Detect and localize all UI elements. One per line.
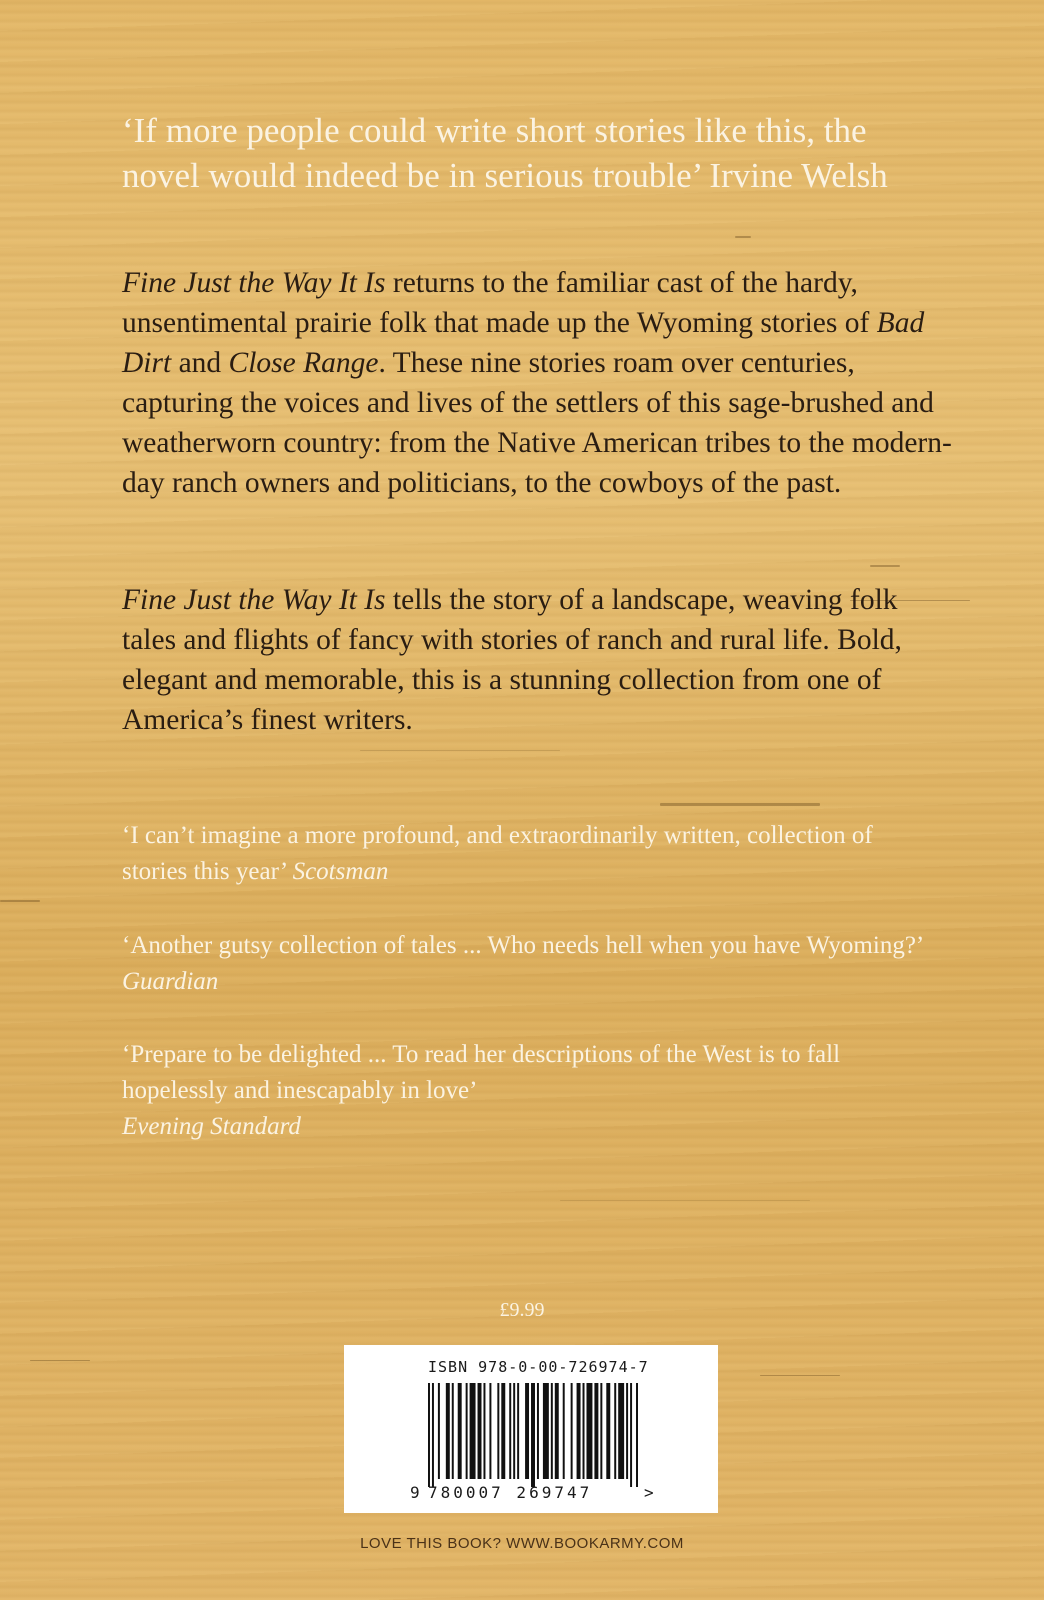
review-source: Scotsman bbox=[292, 858, 389, 885]
review-source: Guardian bbox=[122, 968, 219, 995]
barcode-bar bbox=[432, 1383, 434, 1487]
review-quote bbox=[122, 1037, 942, 1145]
top-quote: ‘If more people could write short stories like this, the novel would indeed be in serious trouble’ Irvine Welsh bbox=[122, 111, 888, 195]
barcode-bar bbox=[636, 1383, 638, 1487]
barcode-bar bbox=[614, 1383, 616, 1479]
barcode-bar bbox=[594, 1383, 598, 1479]
barcode-lead-digit: 9 bbox=[410, 1483, 420, 1502]
barcode-bar bbox=[586, 1383, 592, 1479]
barcode-bar bbox=[618, 1383, 624, 1479]
barcode-bar bbox=[630, 1383, 632, 1487]
barcode-bar bbox=[513, 1383, 515, 1479]
review-quote bbox=[122, 928, 942, 1000]
barcode-bar bbox=[537, 1383, 539, 1479]
wood-grain bbox=[870, 565, 900, 567]
barcode-bar bbox=[626, 1383, 628, 1479]
barcode-arrow: > bbox=[644, 1483, 654, 1502]
barcode-bar bbox=[483, 1383, 485, 1479]
barcode-bar bbox=[606, 1383, 610, 1479]
barcode-bar bbox=[470, 1383, 476, 1479]
barcode-bar bbox=[551, 1383, 553, 1479]
wood-grain bbox=[0, 900, 40, 902]
barcode-bar bbox=[489, 1383, 491, 1479]
blurb-text: and bbox=[171, 347, 229, 379]
blurb-paragraph-1 bbox=[122, 263, 952, 503]
barcode-bar bbox=[555, 1383, 559, 1479]
barcode-bar bbox=[428, 1383, 430, 1487]
barcode-bar bbox=[600, 1383, 602, 1479]
barcode-bar bbox=[571, 1383, 573, 1479]
review-text: ‘Another gutsy collection of tales ... Who needs hell when you have Wyoming?’ bbox=[122, 932, 923, 959]
barcode-bar bbox=[446, 1383, 450, 1479]
blurb-text: tells the story of a landscape, weaving folk tales and flights of fancy with stories of ranch and rural life. Bold, elegant and memorable, this is a stunning collection from one of America’s finest writers. bbox=[122, 584, 902, 736]
barcode-bar bbox=[466, 1383, 468, 1479]
blurb-text: returns to the familiar cast of the hardy, unsentimental prairie folk that made up the Wyoming stories of bbox=[122, 267, 877, 339]
blurb-paragraph-2 bbox=[122, 580, 952, 740]
wood-grain bbox=[660, 803, 820, 806]
barcode-bar bbox=[497, 1383, 499, 1479]
wood-grain bbox=[360, 750, 560, 751]
barcode-bar bbox=[509, 1383, 511, 1479]
wood-grain bbox=[560, 1200, 810, 1201]
review-text: ‘I can’t imagine a more profound, and extraordinarily written, collection of stories this year’ bbox=[122, 822, 873, 885]
barcode-bar bbox=[458, 1383, 462, 1479]
book-title: Fine Just the Way It Is bbox=[122, 584, 386, 616]
book-title: Close Range bbox=[228, 347, 379, 379]
barcode bbox=[428, 1383, 638, 1487]
website-footer: LOVE THIS BOOK? WWW.BOOKARMY.COM bbox=[360, 1535, 684, 1552]
wood-grain bbox=[760, 1375, 840, 1376]
review-text: ‘Prepare to be delighted ... To read her descriptions of the West is to fall hopelessly and inescapably in love’ bbox=[122, 1041, 841, 1104]
barcode-bar bbox=[543, 1383, 549, 1479]
barcode-digits: 780007 269747 bbox=[428, 1483, 593, 1502]
price-label: £9.99 bbox=[499, 1299, 545, 1321]
book-title: Bad Dirt bbox=[122, 307, 925, 379]
barcode-bar bbox=[531, 1383, 535, 1487]
wood-grain bbox=[30, 1360, 90, 1361]
blurb-text: . These nine stories roam over centuries, capturing the voices and lives of the settlers of this sage-brushed and weatherworn country: from the Native American tribes to the modern-day ranch owners and politicians, to the cowboys of the past. bbox=[122, 347, 952, 499]
isbn-label: ISBN 978-0-00-726974-7 bbox=[428, 1358, 649, 1376]
barcode-bar bbox=[563, 1383, 565, 1479]
barcode-bar bbox=[438, 1383, 440, 1479]
barcode-bar bbox=[501, 1383, 505, 1479]
barcode-bar bbox=[478, 1383, 482, 1479]
review-quote bbox=[122, 818, 942, 890]
barcode-bar bbox=[452, 1383, 454, 1479]
barcode-bar bbox=[525, 1383, 529, 1479]
review-source: Evening Standard bbox=[122, 1113, 301, 1140]
book-title: Fine Just the Way It Is bbox=[122, 267, 386, 299]
barcode-bar bbox=[583, 1383, 585, 1479]
barcode-bar bbox=[517, 1383, 519, 1479]
barcode-panel bbox=[344, 1345, 718, 1513]
wood-grain bbox=[735, 236, 751, 238]
barcode-bar bbox=[577, 1383, 581, 1479]
